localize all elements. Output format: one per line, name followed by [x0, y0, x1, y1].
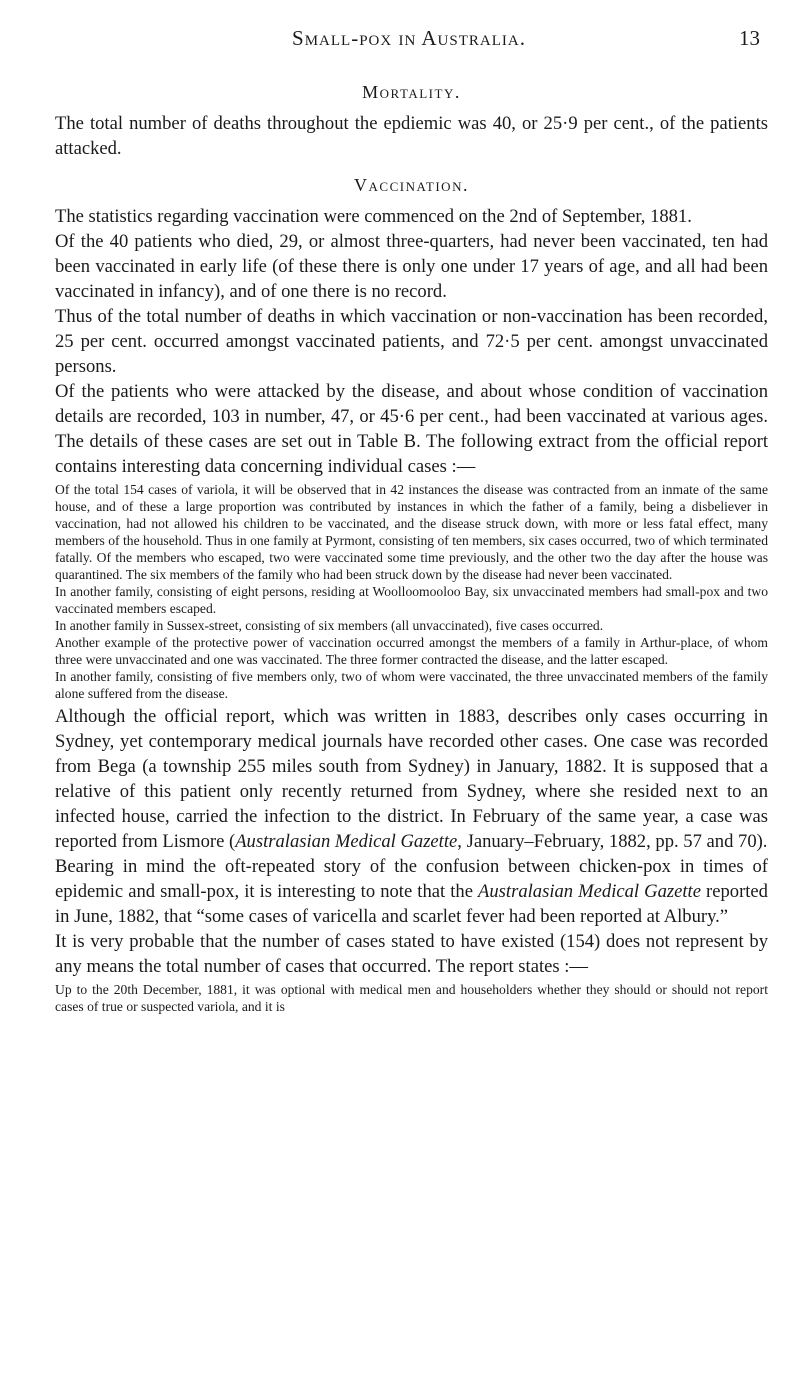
extract-paragraph-3: In another family in Sussex-street, consisting of six members (all unvaccinated), five cases occurred.: [55, 618, 604, 633]
probable-paragraph: It is very probable that the number of cases stated to have existed (154) does not represent by any means the total number of cases that occurred. The report states :—: [55, 931, 768, 977]
extract-paragraph-5: In another family, consisting of five members only, two of whom were vaccinated, the three unvaccinated members of the family alone suffered from the disease.: [55, 669, 768, 701]
bearing-paragraph: [55, 854, 768, 929]
although-text-2: , January–February, 1882, pp. 57 and 70).: [457, 831, 768, 852]
vaccination-heading: Vaccination.: [354, 175, 469, 195]
vaccination-paragraph-1: The statistics regarding vaccination were commenced on the 2nd of September, 1881.: [55, 206, 692, 227]
running-title: Small-pox in Australia.: [292, 26, 526, 50]
journal-title: Australasian Medical Gazette: [478, 881, 701, 902]
report-extract: [55, 481, 768, 702]
vaccination-paragraph-3: Thus of the total number of deaths in which vaccination or non-vaccination has been recorded, 25 per cent. occurred amongst vaccinated patients, and 72·5 per cent. amongst unvaccinated persons.: [55, 306, 768, 377]
although-text-1: Although the official report, which was written in 1883, describes only cases occurring in Sydney, yet contemporary medical journals have recorded other cases. One case was recorded from Bega (a township 255 miles south from Sydney) in January, 1882. It is supposed that a relative of this patient only recently returned from Sydney, where she resided next to an infected house, carried the infection to the district. In February of the same year, a case was reported from Lismore (: [55, 706, 768, 852]
extract-paragraph-1: Of the total 154 cases of variola, it will be observed that in 42 instances the disease was contracted from an inmate of the same house, and of these a large proportion was contributed by instances in which the father of a family, being a disbeliever in vaccination, had not allowed his children to be vaccinated, and the disease struck down, with more or less fatal effect, many members of the household. Thus in one family at Pyrmont, consisting of ten members, six cases occurred, two of which terminated fatally. Of the members who escaped, two were vaccinated some time previously, and the other two the day after the house was quarantined. The six members of the family who had been struck down by the disease had never been vaccinated.: [55, 482, 768, 582]
vaccination-paragraph-2: Of the 40 patients who died, 29, or almost three-quarters, had never been vaccinated, ten had been vaccinated in early life (of these there is only one under 17 years of age, and all had been vaccinated in infancy), and of one there is no record.: [55, 231, 768, 302]
although-paragraph: [55, 704, 768, 854]
extract-paragraph-2: In another family, consisting of eight persons, residing at Woolloomooloo Bay, six unvaccinated members had small-pox and two vaccinated members escaped.: [55, 584, 768, 616]
extract-paragraph-4: Another example of the protective power of vaccination occurred amongst the members of a family in Arthur-place, of whom three were unvaccinated and one was vaccinated. The three former contracted the disease, and the latter escaped.: [55, 635, 768, 667]
journal-title: Australasian Medical Gazette: [235, 831, 458, 852]
vaccination-paragraph-4: Of the patients who were attacked by the disease, and about whose condition of vaccination details are recorded, 103 in number, 47, or 45·6 per cent., had been vaccinated at various ages. The details of these cases are set out in Table B. The following extract from the official report contains interesting data concerning individual cases :—: [55, 381, 768, 477]
page-number: 13: [739, 26, 760, 50]
page-header: [58, 26, 760, 56]
mortality-paragraph: The total number of deaths throughout the epdiemic was 40, or 25·9 per cent., of the patients attacked.: [55, 113, 768, 159]
bearing-text-2: reported in June, 1882, that “some cases of varicella and scarlet fever had been reported at Albury.”: [55, 881, 768, 927]
report-extract-2: [55, 981, 768, 1015]
extract-paragraph-6: Up to the 20th December, 1881, it was optional with medical men and householders whether they should or should not report cases of true or suspected variola, and it is: [55, 982, 768, 1014]
mortality-heading: Mortality.: [362, 82, 461, 102]
bearing-text-1: Bearing in mind the oft-repeated story of the confusion between chicken-pox in times of epidemic and small-pox, it is interesting to note that the: [55, 856, 768, 902]
page-body: [55, 82, 768, 1017]
